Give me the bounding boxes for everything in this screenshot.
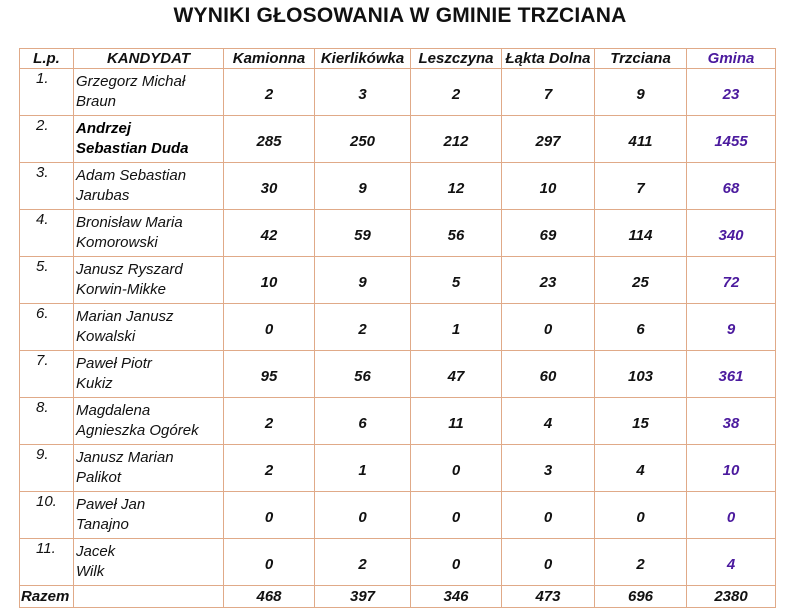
votes-leszczyna: 212 [411,116,502,163]
votes-trzciana: 4 [595,445,687,492]
row-lp: 11. [20,539,74,586]
votes-kamionna: 95 [224,351,315,398]
page-title: WYNIKI GŁOSOWANIA W GMINIE TRZCIANA [173,4,627,27]
total-gmina: 2380 [687,586,776,608]
row-lp: 3. [20,163,74,210]
votes-lakta-dolna: 3 [502,445,595,492]
candidate-first-name: Paweł Piotr [76,355,152,372]
table-row [20,257,776,304]
candidate-name [74,492,224,539]
row-lp: 8. [20,398,74,445]
candidate-name [74,69,224,116]
votes-kierlikowka: 2 [315,539,411,586]
candidate-name [74,445,224,492]
header-leszczyna: Leszczyna [411,49,502,69]
votes-leszczyna: 0 [411,492,502,539]
votes-kamionna: 30 [224,163,315,210]
candidate-first-name: Marian Janusz [76,308,174,325]
votes-gmina: 340 [687,210,776,257]
votes-trzciana: 103 [595,351,687,398]
votes-leszczyna: 47 [411,351,502,398]
candidate-first-name: Grzegorz Michał [76,73,186,90]
candidate-last-name: Kukiz [76,375,113,392]
table-row [20,304,776,351]
votes-leszczyna: 12 [411,163,502,210]
votes-trzciana: 114 [595,210,687,257]
votes-gmina: 9 [687,304,776,351]
votes-lakta-dolna: 7 [502,69,595,116]
votes-lakta-dolna: 10 [502,163,595,210]
header-lp: L.p. [20,49,74,69]
table-row [20,163,776,210]
votes-kamionna: 42 [224,210,315,257]
candidate-last-name: Braun [76,93,117,110]
votes-kierlikowka: 9 [315,257,411,304]
table-row [20,69,776,116]
table-row [20,116,776,163]
total-empty [74,586,224,608]
votes-trzciana: 411 [595,116,687,163]
row-lp: 5. [20,257,74,304]
total-row [20,586,776,608]
votes-trzciana: 0 [595,492,687,539]
table-row [20,492,776,539]
header-row [20,49,776,69]
candidate-first-name: Adam Sebastian [76,167,187,184]
header-trzciana: Trzciana [595,49,687,69]
header-candidate: KANDYDAT [74,49,224,69]
row-lp: 2. [20,116,74,163]
votes-lakta-dolna: 0 [502,304,595,351]
votes-trzciana: 6 [595,304,687,351]
table-row [20,539,776,586]
candidate-first-name: Janusz Marian [76,449,174,466]
votes-leszczyna: 0 [411,445,502,492]
votes-kierlikowka: 9 [315,163,411,210]
votes-trzciana: 9 [595,69,687,116]
votes-lakta-dolna: 4 [502,398,595,445]
candidate-name [74,116,224,163]
table-row [20,351,776,398]
total-trzciana: 696 [595,586,687,608]
header-gmina: Gmina [687,49,776,69]
votes-lakta-dolna: 60 [502,351,595,398]
candidate-last-name: Tanajno [76,516,129,533]
votes-leszczyna: 11 [411,398,502,445]
header-kamionna: Kamionna [224,49,315,69]
candidate-name [74,304,224,351]
votes-kamionna: 285 [224,116,315,163]
votes-trzciana: 15 [595,398,687,445]
votes-kamionna: 2 [224,398,315,445]
votes-lakta-dolna: 0 [502,492,595,539]
votes-kierlikowka: 3 [315,69,411,116]
votes-gmina: 68 [687,163,776,210]
candidate-last-name: Komorowski [76,234,158,251]
header-lakta-dolna: Łąkta Dolna [502,49,595,69]
row-lp: 1. [20,69,74,116]
votes-kierlikowka: 59 [315,210,411,257]
row-lp: 10. [20,492,74,539]
votes-gmina: 23 [687,69,776,116]
votes-gmina: 4 [687,539,776,586]
table-row [20,445,776,492]
row-lp: 9. [20,445,74,492]
candidate-first-name: Jacek [76,543,116,560]
votes-gmina: 72 [687,257,776,304]
votes-gmina: 0 [687,492,776,539]
votes-gmina: 1455 [687,116,776,163]
total-kamionna: 468 [224,586,315,608]
candidate-name [74,163,224,210]
total-lakta-dolna: 473 [502,586,595,608]
candidate-last-name: Sebastian Duda [76,140,189,157]
total-leszczyna: 346 [411,586,502,608]
candidate-last-name: Jarubas [76,187,130,204]
total-label: Razem [20,586,74,608]
votes-kamionna: 0 [224,492,315,539]
votes-trzciana: 25 [595,257,687,304]
table-row [20,210,776,257]
votes-leszczyna: 5 [411,257,502,304]
candidate-first-name: Janusz Ryszard [76,261,183,278]
candidate-last-name: Agnieszka Ogórek [76,422,199,439]
votes-lakta-dolna: 297 [502,116,595,163]
total-kierlikowka: 397 [315,586,411,608]
votes-gmina: 38 [687,398,776,445]
votes-kierlikowka: 2 [315,304,411,351]
candidate-last-name: Kowalski [76,328,136,345]
candidate-name [74,539,224,586]
votes-trzciana: 7 [595,163,687,210]
votes-gmina: 361 [687,351,776,398]
votes-lakta-dolna: 0 [502,539,595,586]
row-lp: 7. [20,351,74,398]
row-lp: 6. [20,304,74,351]
votes-gmina: 10 [687,445,776,492]
votes-kamionna: 0 [224,304,315,351]
candidate-first-name: Bronisław Maria [76,214,183,231]
table-row [20,398,776,445]
candidate-first-name: Andrzej [76,120,132,137]
candidate-first-name: Paweł Jan [76,496,146,513]
votes-leszczyna: 56 [411,210,502,257]
votes-trzciana: 2 [595,539,687,586]
votes-kierlikowka: 1 [315,445,411,492]
votes-kamionna: 2 [224,69,315,116]
votes-kamionna: 10 [224,257,315,304]
candidate-first-name: Magdalena [76,402,151,419]
candidate-last-name: Palikot [76,469,122,486]
votes-kierlikowka: 0 [315,492,411,539]
votes-kamionna: 2 [224,445,315,492]
votes-kierlikowka: 250 [315,116,411,163]
row-lp: 4. [20,210,74,257]
votes-lakta-dolna: 69 [502,210,595,257]
votes-leszczyna: 1 [411,304,502,351]
votes-lakta-dolna: 23 [502,257,595,304]
votes-kierlikowka: 56 [315,351,411,398]
votes-leszczyna: 2 [411,69,502,116]
candidate-name [74,210,224,257]
votes-leszczyna: 0 [411,539,502,586]
header-kierlikowka: Kierlikówka [315,49,411,69]
candidate-name [74,398,224,445]
votes-kierlikowka: 6 [315,398,411,445]
candidate-name [74,351,224,398]
candidate-last-name: Korwin-Mikke [76,281,167,298]
candidate-name [74,257,224,304]
votes-kamionna: 0 [224,539,315,586]
candidate-last-name: Wilk [76,563,105,580]
results-table [19,48,776,608]
